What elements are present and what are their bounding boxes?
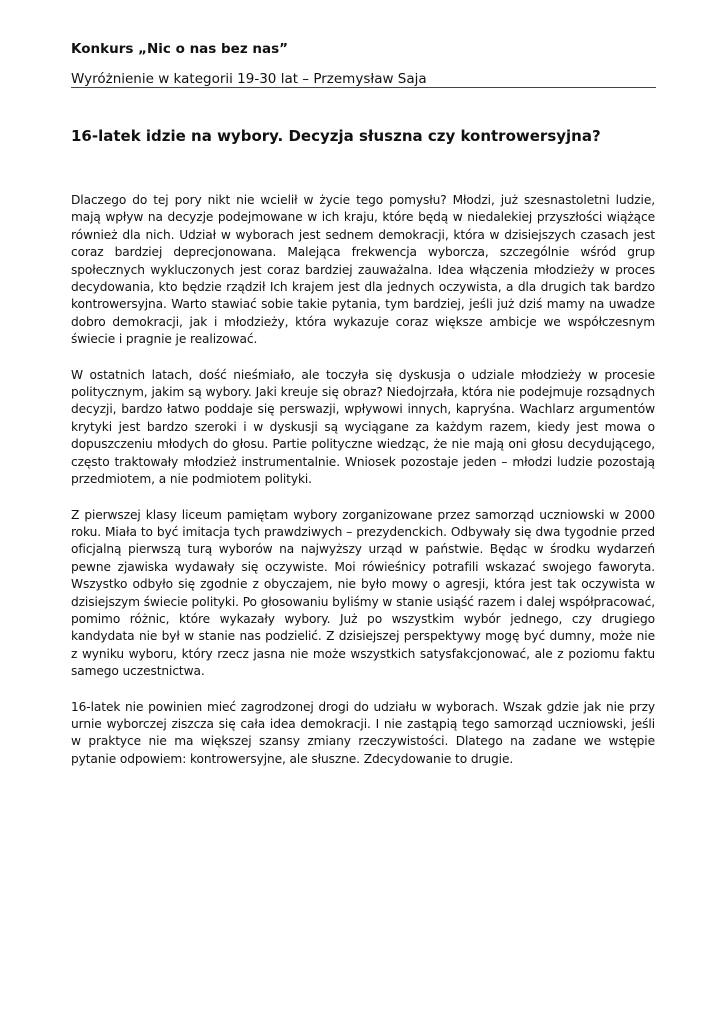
document-header [71, 40, 656, 88]
document-body [71, 192, 655, 786]
paragraph-4: 16-latek nie powinien mieć zagrodzonej drogi do udziału w wyborach. Wszak gdzie jak nie przy urnie wyborczej ziszcza się cała idea demokracji. I nie zastąpią tego samorząd uczniowski, jeśli w praktyce nie ma większej szansy zmiany rzeczywistości. Dlatego na zadane we wstępie pytanie odpowiem: kontrowersyjne, ale słuszne. Zdecydowanie to drugie. [71, 699, 655, 766]
paragraph-3: Z pierwszej klasy liceum pamiętam wybory zorganizowane przez samorząd uczniowski w 2000 roku. Miała to być imitacja tych prawdziwych – prezydenckich. Odbywały się dwa tygodnie przed oficjalną pierwszą turą wyborów na najwyższy urząd w państwie. Będąc w środku wydarzeń pewne zjawiska wydawały się oczywiste. Moi rówieśnicy potrafili wskazać swojego faworyta. Wszystko odbyło się zgodnie z obyczajem, nie było mowy o agresji, która jest tak oczywista w dzisiejszym świecie polityki. Po głosowaniu byliśmy w stanie usiąść razem i dalej współpracować, pomimo różnic, które wykazały wybory. Już po wszystkim wybór jednego, czy drugiego kandydata nie był w stanie nas podzielić. Z dzisiejszej perspektywy mogę być dumny, może nie z wyniku wyboru, który rzecz jasna nie może wszystkich satysfakcjonować, ale z poziomu faktu samego uczestnictwa. [71, 507, 655, 679]
paragraph-1: Dlaczego do tej pory nikt nie wcielił w życie tego pomysłu? Młodzi, już szesnastoletni ludzie, mają wpływ na decyzje podejmowane w ich kraju, które będą w niedalekiej przyszłości wiążące również dla nich. Udział w wyborach jest sednem demokracji, która w dzisiejszych czasach jest coraz bardziej deprecjonowana. Malejąca frekwencja wyborcza, szczególnie wśród grup społecznych wykluczonych jest coraz bardziej zauważalna. Idea włączenia młodzieży w proces decydowania, kto będzie rządził Ich krajem jest dla jednych oczywista, a dla drugich tak bardzo kontrowersyjna. Warto stawiać sobie takie pytania, tym bardziej, jeśli już dziś mamy na uwadze dobro demokracji, jak i młodzieży, która wykazuje coraz większe ambicje we współczesnym świecie i pragnie je realizować. [71, 193, 655, 347]
header-divider [71, 87, 656, 88]
header-subtitle: Wyróżnienie w kategorii 19-30 lat – Przemysław Saja [71, 71, 427, 87]
paragraph-2: W ostatnich latach, dość nieśmiało, ale toczyła się dyskusja o udziale młodzieży w procesie politycznym, jakim są wybory. Jaki kreuje się obraz? Niedojrzała, która nie podejmuje rozsądnych decyzji, bardzo łatwo poddaje się perswazji, wpływowi innych, kapryśna. Wachlarz argumentów krytyki jest bardzo szeroki i w dyskusji są wyciągane za każdym razem, kiedy jest mowa o dopuszczeniu młodych do głosu. Partie polityczne wiedząc, że nie mają oni głosu decydującego, często traktowały młodzież instrumentalnie. Wniosek pozostaje jeden – młodzi ludzie pozostają przedmiotem, a nie podmiotem polityki. [71, 367, 655, 487]
document-title: 16-latek idzie na wybory. Decyzja słuszna czy kontrowersyjna? [71, 127, 601, 145]
header-title: Konkurs „Nic o nas bez nas” [71, 41, 289, 57]
